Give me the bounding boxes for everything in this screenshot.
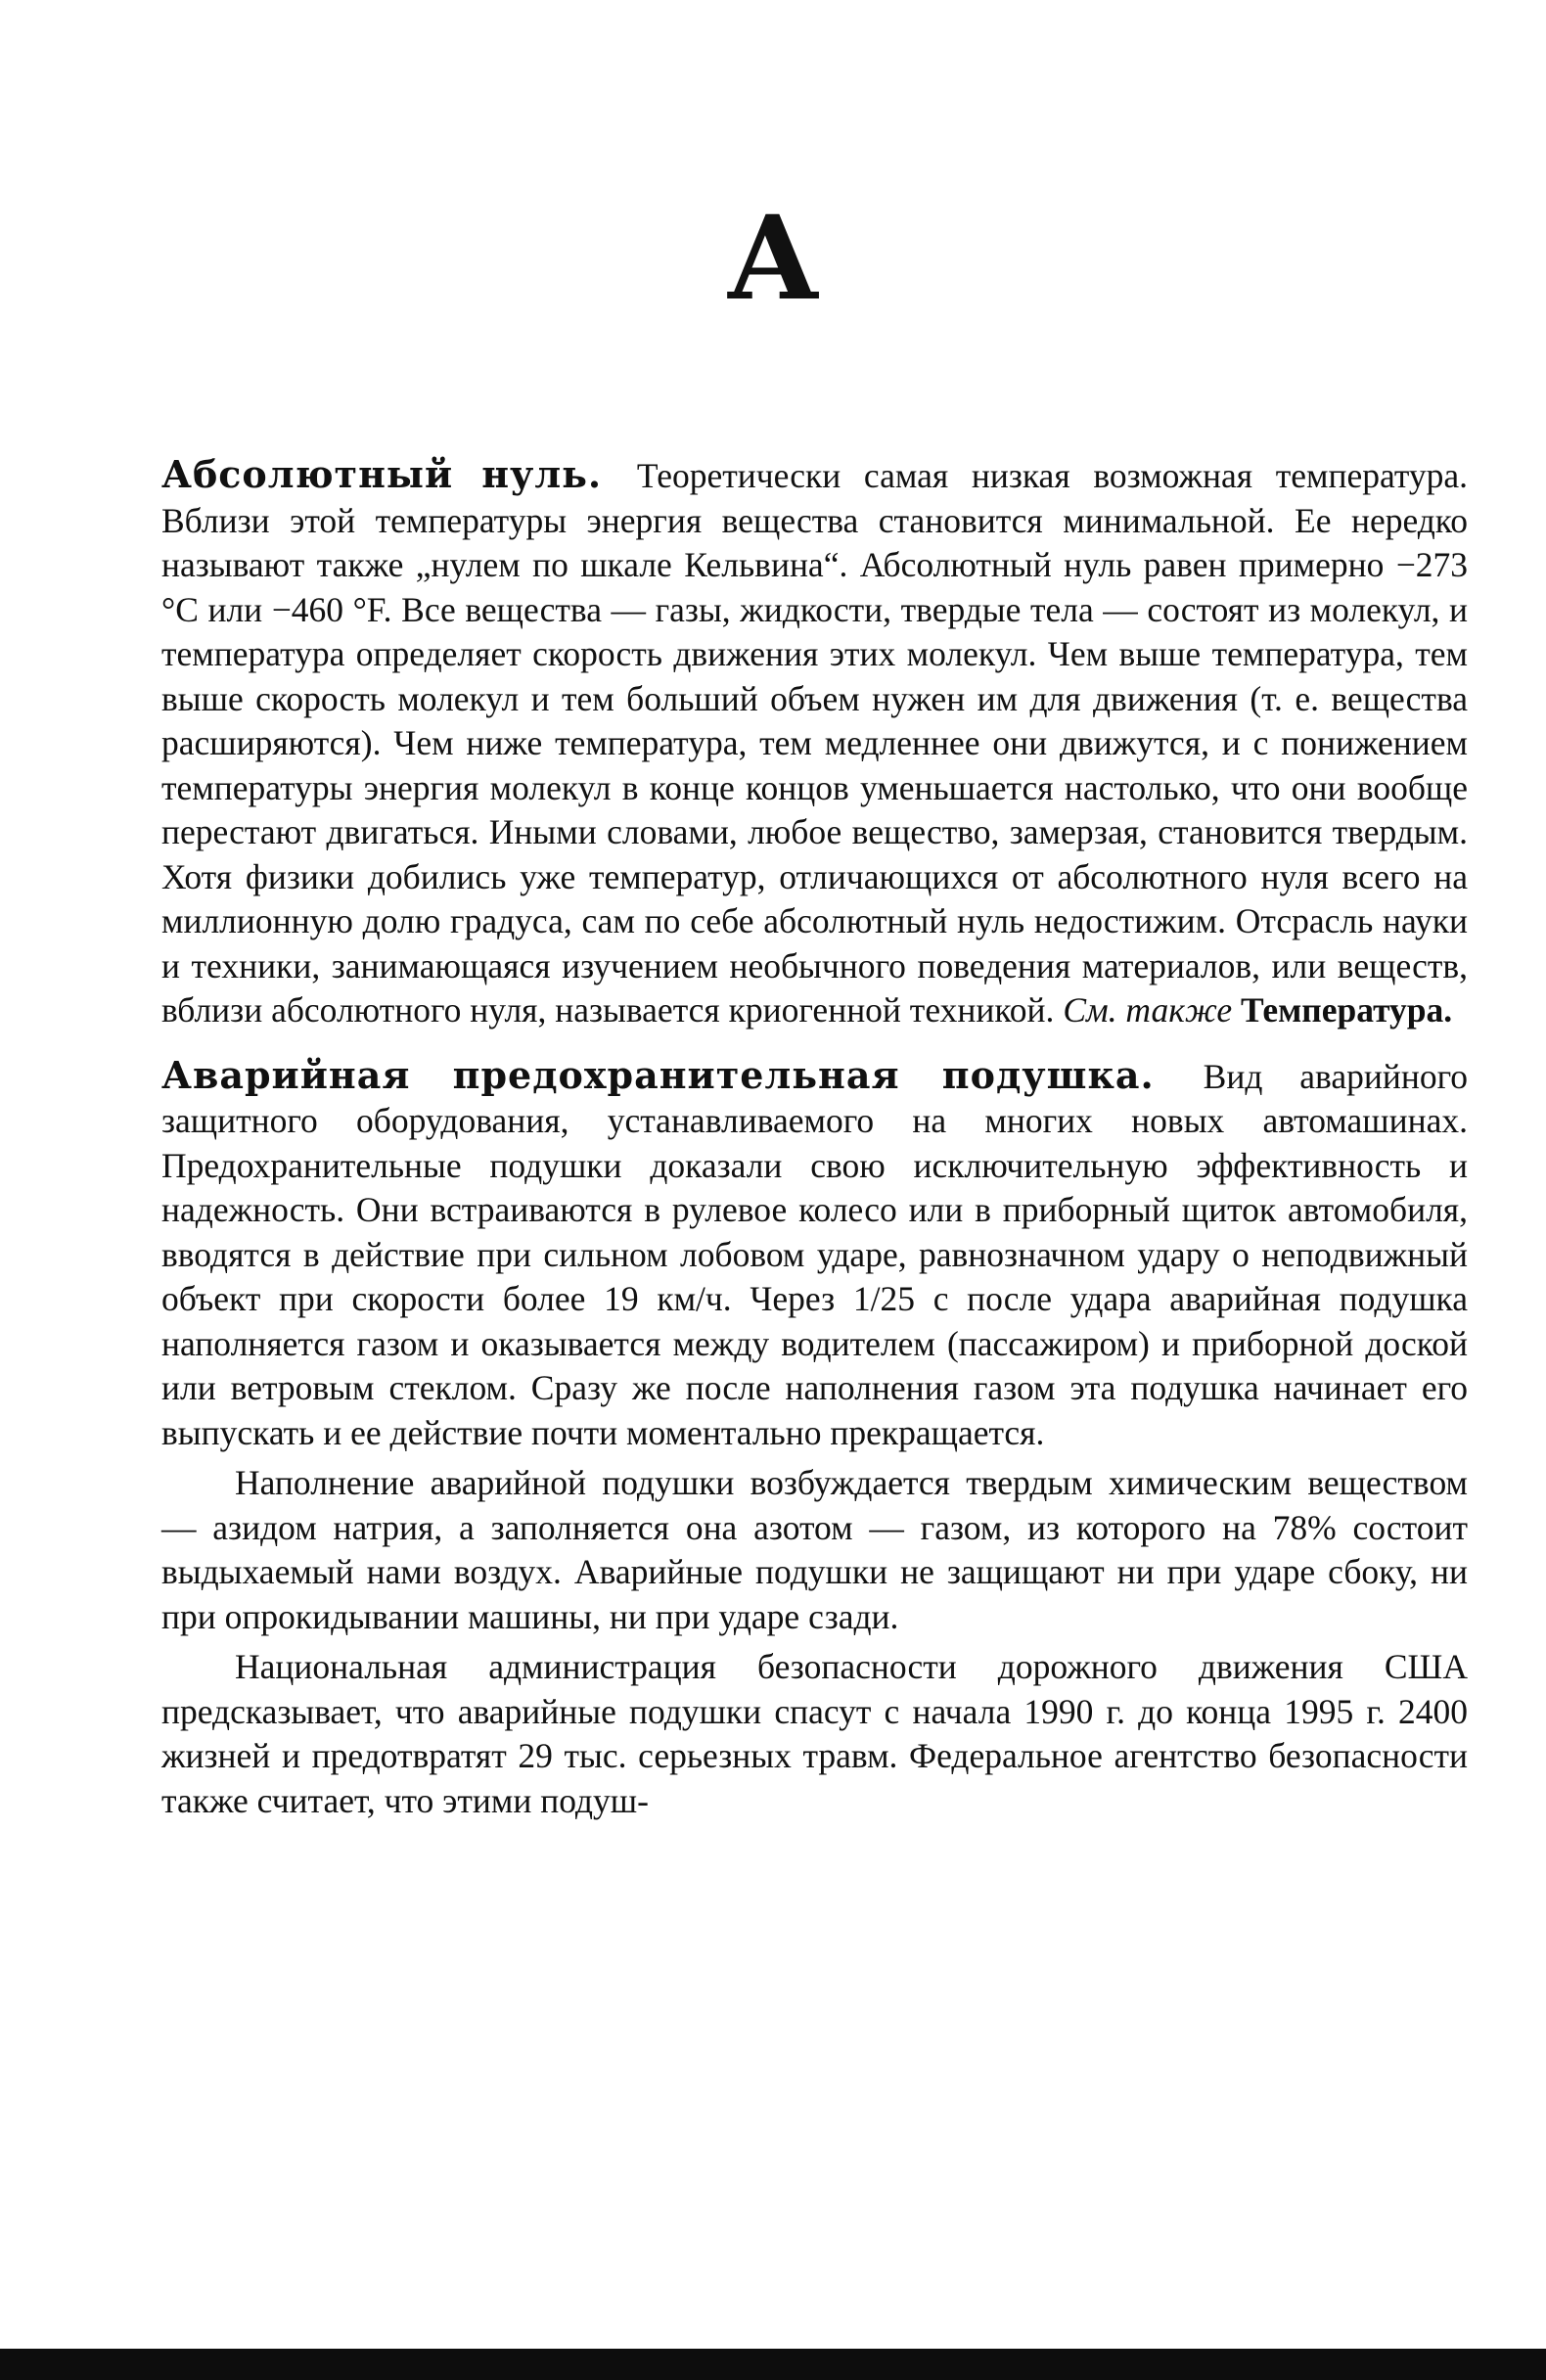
entry-absolute-zero <box>161 452 1468 1033</box>
section-letter-heading: А <box>725 190 821 326</box>
dictionary-text <box>161 452 1468 1829</box>
entry-term: Аварийная предохранительная подушка. <box>161 1052 1155 1097</box>
entry-airbag <box>161 1053 1468 1456</box>
entry-body: Теоретически самая низкая возможная температура. Вблизи этой температуры энергия вещества становится минимальной. Ее нередко называют также „нулем по шкале Кельвина“. Абсолютный нуль равен примерно −273 °С или −460 °F. Все вещества — газы, жидкости, твердые тела — состоят из молекул, и температура определяет скорость движения этих молекул. Чем выше температура, тем выше скорость молекул и тем больший объем нужен им для движения (т. е. вещества расширяются). Чем ниже температура, тем медленнее они движутся, и с понижением температуры энергия молекул в конце концов уменьшается настолько, что они вообще перестают двигаться. Иными словами, любое вещество, замерзая, становится твердым. Хотя физики добились уже температур, отличающихся от абсолютного нуля всего на миллионную долю градуса, сам по себе абсолютный нуль недостижим. Отсрасль науки и техники, занимающаяся изучением необычного поведения материалов, или веществ, вблизи абсолютного нуля, называется криогенной техникой. <box>161 456 1468 1030</box>
scan-bottom-edge <box>0 2349 1546 2380</box>
entry-body: Вид аварийного защитного оборудования, устанавливаемого на многих новых автомашинах. Предохранительные подушки доказали свою исключительную эффективность и надежность. Они встраиваются в рулевое колесо или в приборный щиток автомобиля, вводятся в действие при сильном лобовом ударе, равнозначном удару о неподвижный объект при скорости более 19 км/ч. Через 1/25 с после удара аварийная подушка наполняется газом и оказывается между водителем (пассажиром) и приборной доской или ветровым стеклом. Сразу же после наполнения газом эта подушка начинает его выпускать и ее действие почти моментально прекращается. <box>161 1056 1468 1452</box>
see-also-label: См. также <box>1063 990 1233 1030</box>
entry-paragraph: Наполнение аварийной подушки возбуждается твердым химическим веществом — азидом натрия, а заполняется она азотом — газом, из которого на 78% состоит выдыхаемый нами воздух. Аварийные подушки не защищают ни при ударе сбоку, ни при опрокидывании машины, ни при ударе сзади. <box>161 1463 1468 1636</box>
entry-term: Абсолютный нуль. <box>161 452 603 496</box>
entry-paragraph: Национальная администрация безопасности дорожного движения США предсказывает, что аварийные подушки спасут с начала 1990 г. до конца 1995 г. 2400 жизней и предотвратят 29 тыс. серьезных травм. Федеральное агентство безопасности также считает, что этими подуш- <box>161 1647 1468 1820</box>
see-also-link: Температура. <box>1241 990 1453 1030</box>
